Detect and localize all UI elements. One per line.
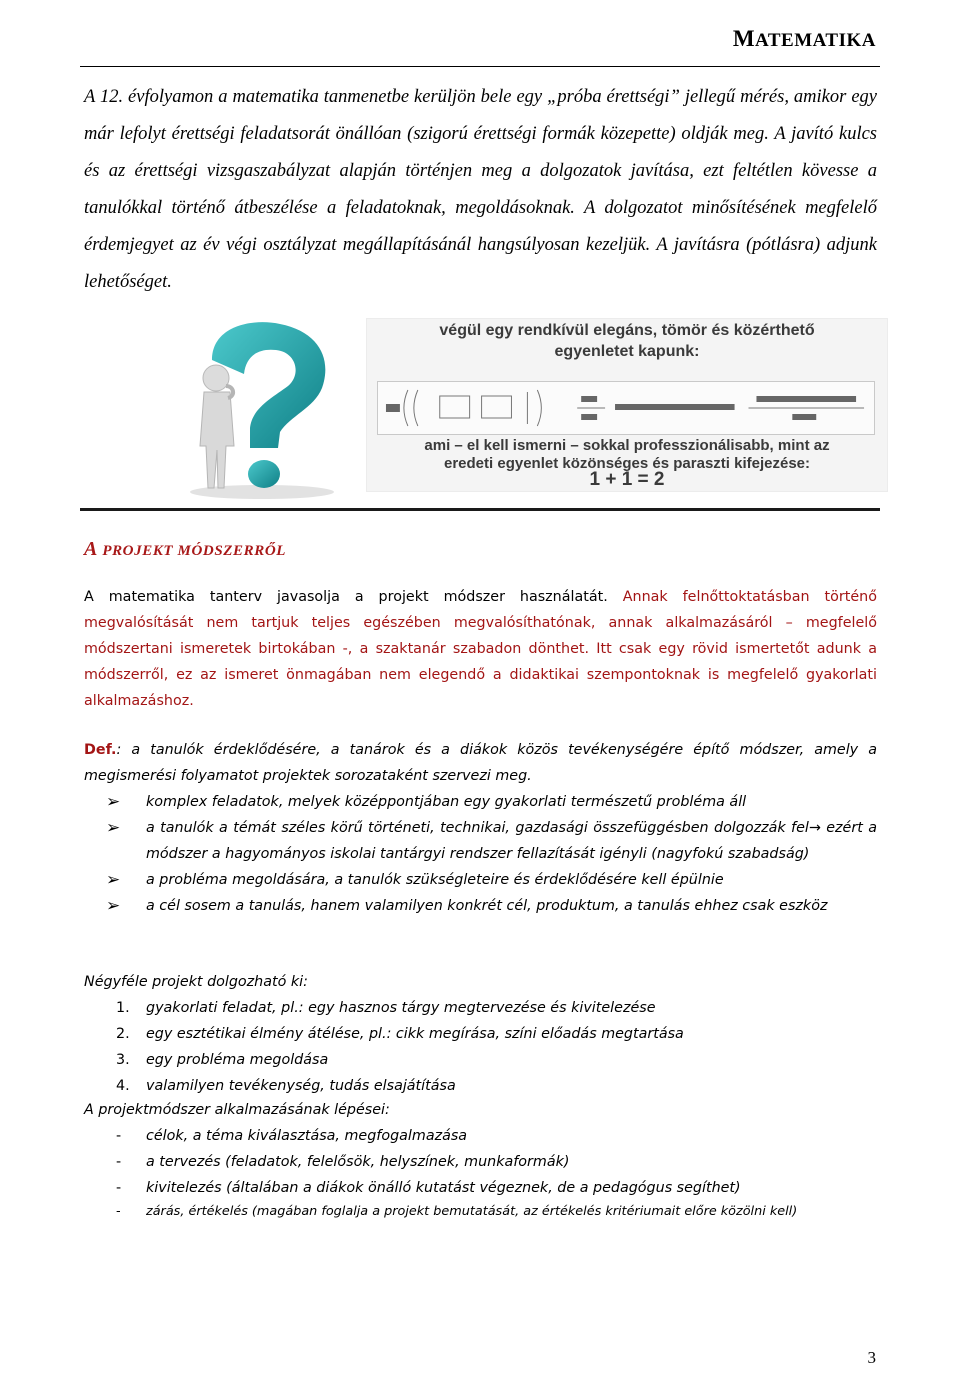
list-item-text: zárás, értékelés (magában foglalja a projekt bemutatását, az értékelés kritériumait előre közölni kell) <box>146 1204 798 1219</box>
project-types-block <box>84 969 877 1099</box>
list-item <box>84 1175 877 1201</box>
list-item-text: gyakorlati feladat, pl.: egy hasznos tárgy megtervezése és kivitelezése <box>146 1000 656 1016</box>
list-item <box>84 867 877 893</box>
section-heading-rest: PROJEKT MÓDSZERRŐL <box>102 543 287 559</box>
list-item-text: komplex feladatok, melyek középpontjában egy gyakorlati természetű probléma áll <box>146 794 747 810</box>
list-dash: - <box>116 1204 121 1219</box>
list-item <box>84 815 877 867</box>
list-item <box>84 1149 877 1175</box>
list-item <box>84 893 877 919</box>
list-dash: - <box>116 1180 122 1196</box>
formula-image <box>366 318 888 492</box>
list-item <box>84 1073 877 1099</box>
header-rule <box>80 66 880 67</box>
definition-text: : a tanulók érdeklődésére, a tanárok és a diákok közös tevékenységére építő módszer, amely a megismerési folyamatot projektek sorozataként szervezi meg. <box>84 742 877 784</box>
question-mark-illustration <box>172 316 352 501</box>
list-item <box>84 789 877 815</box>
list-item-text: egy probléma megoldása <box>146 1052 329 1068</box>
section-heading <box>84 538 286 561</box>
list-item <box>84 1123 877 1149</box>
page-number: 3 <box>867 1348 876 1367</box>
list-number: 2. <box>116 1026 130 1042</box>
running-header <box>733 26 876 52</box>
project-types-list <box>84 995 877 1099</box>
formula-caption-line4: eredeti egyenlet közönséges és paraszti kifejezése: <box>444 455 810 472</box>
arrow-bullet-icon: ➢ <box>106 896 121 916</box>
formula-caption-line3: ami – el kell ismerni – sokkal professzionálisabb, mint az <box>424 437 830 454</box>
steps-list <box>84 1123 877 1223</box>
list-number: 3. <box>116 1052 130 1068</box>
list-item-text: a tanulók a témát széles körű történeti, technikai, gazdasági összefüggésben dolgozzák fel→ ezért a módszer a hagyományos iskolai tantárgyi rendszer fellazítását igényli (nagyfokú szabadság) <box>146 820 877 862</box>
list-item-text: célok, a téma kiválasztása, megfogalmazása <box>146 1128 468 1144</box>
intro-paragraph: A 12. évfolyamon a matematika tanmenetbe kerüljön bele egy „próba érettségi” jellegű mérés, amikor egy már lefolyt érettségi feladatsorát önállóan (szigorú érettségi formák közepette) oldják meg. A javító kulcs és az érettségi vizsgaszabályzat alapján történjen meg a dolgozatok javítása, ezt feltétlen kövesse a tanulókkal történő átbeszélése a feladatoknak, megoldásoknak. A dolgozatot minősítésének megfelelő érdemjegyet az év végi osztályzat megállapításánál hangsúlyosan kezeljük. A javításra (pótlásra) adjunk lehetőséget. <box>84 87 877 292</box>
list-dash: - <box>116 1128 122 1144</box>
list-item-text: kivitelezés (általában a diákok önálló kutatást végeznek, de a pedagógus segíthet) <box>146 1180 741 1196</box>
equation-graphic <box>378 382 874 434</box>
steps-block <box>84 1097 877 1223</box>
header-rest: ATEMATIKA <box>755 30 876 51</box>
definition <box>84 737 877 789</box>
thinking-person-icon <box>172 316 352 501</box>
list-item-text: a cél sosem a tanulás, hanem valamilyen konkrét cél, produktum, a tanulás ehhez csak eszköz <box>146 898 828 914</box>
section-rule <box>80 508 880 511</box>
arrow-bullet-icon: ➢ <box>106 792 121 812</box>
definition-label: Def. <box>84 742 117 758</box>
header-initial: M <box>732 26 756 51</box>
formula-caption-line2: egyenletet kapunk: <box>554 343 700 360</box>
project-types-title: Négyféle projekt dolgozható ki: <box>84 974 308 990</box>
paragraph-plain-text: A matematika tanterv javasolja a projekt módszer használatát. <box>84 589 623 605</box>
paragraph-highlight-text: Annak felnőttoktatásban történő megvalósítását nem tartjuk teljes egészében megvalósíthatónak, annak alkalmazásáról – megfelelő módszertani ismeretek birtokában -, a szaktanár szabadon dönthet. Itt csak egy rövid ismertetőt adunk a módszerről, ez az ismeret önmagában nem elegendő a didaktikai szempontoknak is megfelelő gyakorlati alkalmazáshoz. <box>84 589 877 709</box>
arrow-bullet-icon: ➢ <box>106 818 121 838</box>
list-dash: - <box>116 1154 122 1170</box>
list-item <box>84 995 877 1021</box>
list-item <box>84 1047 877 1073</box>
list-number: 1. <box>116 1000 130 1016</box>
list-item <box>84 1021 877 1047</box>
list-item <box>84 1201 877 1223</box>
formula-equation <box>377 381 875 435</box>
steps-title: A projektmódszer alkalmazásának lépései: <box>84 1102 390 1118</box>
list-item-text: valamilyen tevékenység, tudás elsajátítása <box>146 1078 456 1094</box>
list-number: 4. <box>116 1078 130 1094</box>
formula-result: 1 + 1 = 2 <box>589 469 665 490</box>
feature-list <box>84 789 877 919</box>
list-item-text: egy esztétikai élmény átélése, pl.: cikk megírása, színi előadás megtartása <box>146 1026 684 1042</box>
formula-caption-line1: végül egy rendkívül elegáns, tömör és közérthető <box>439 322 815 339</box>
project-method-paragraph <box>84 584 877 714</box>
list-item-text: a tervezés (feladatok, felelősök, helyszínek, munkaformák) <box>146 1154 570 1170</box>
arrow-bullet-icon: ➢ <box>106 870 121 890</box>
list-item-text: a probléma megoldására, a tanulók szükségleteire és érdeklődésére kell épülnie <box>146 872 724 888</box>
section-heading-initial: A <box>84 538 98 560</box>
